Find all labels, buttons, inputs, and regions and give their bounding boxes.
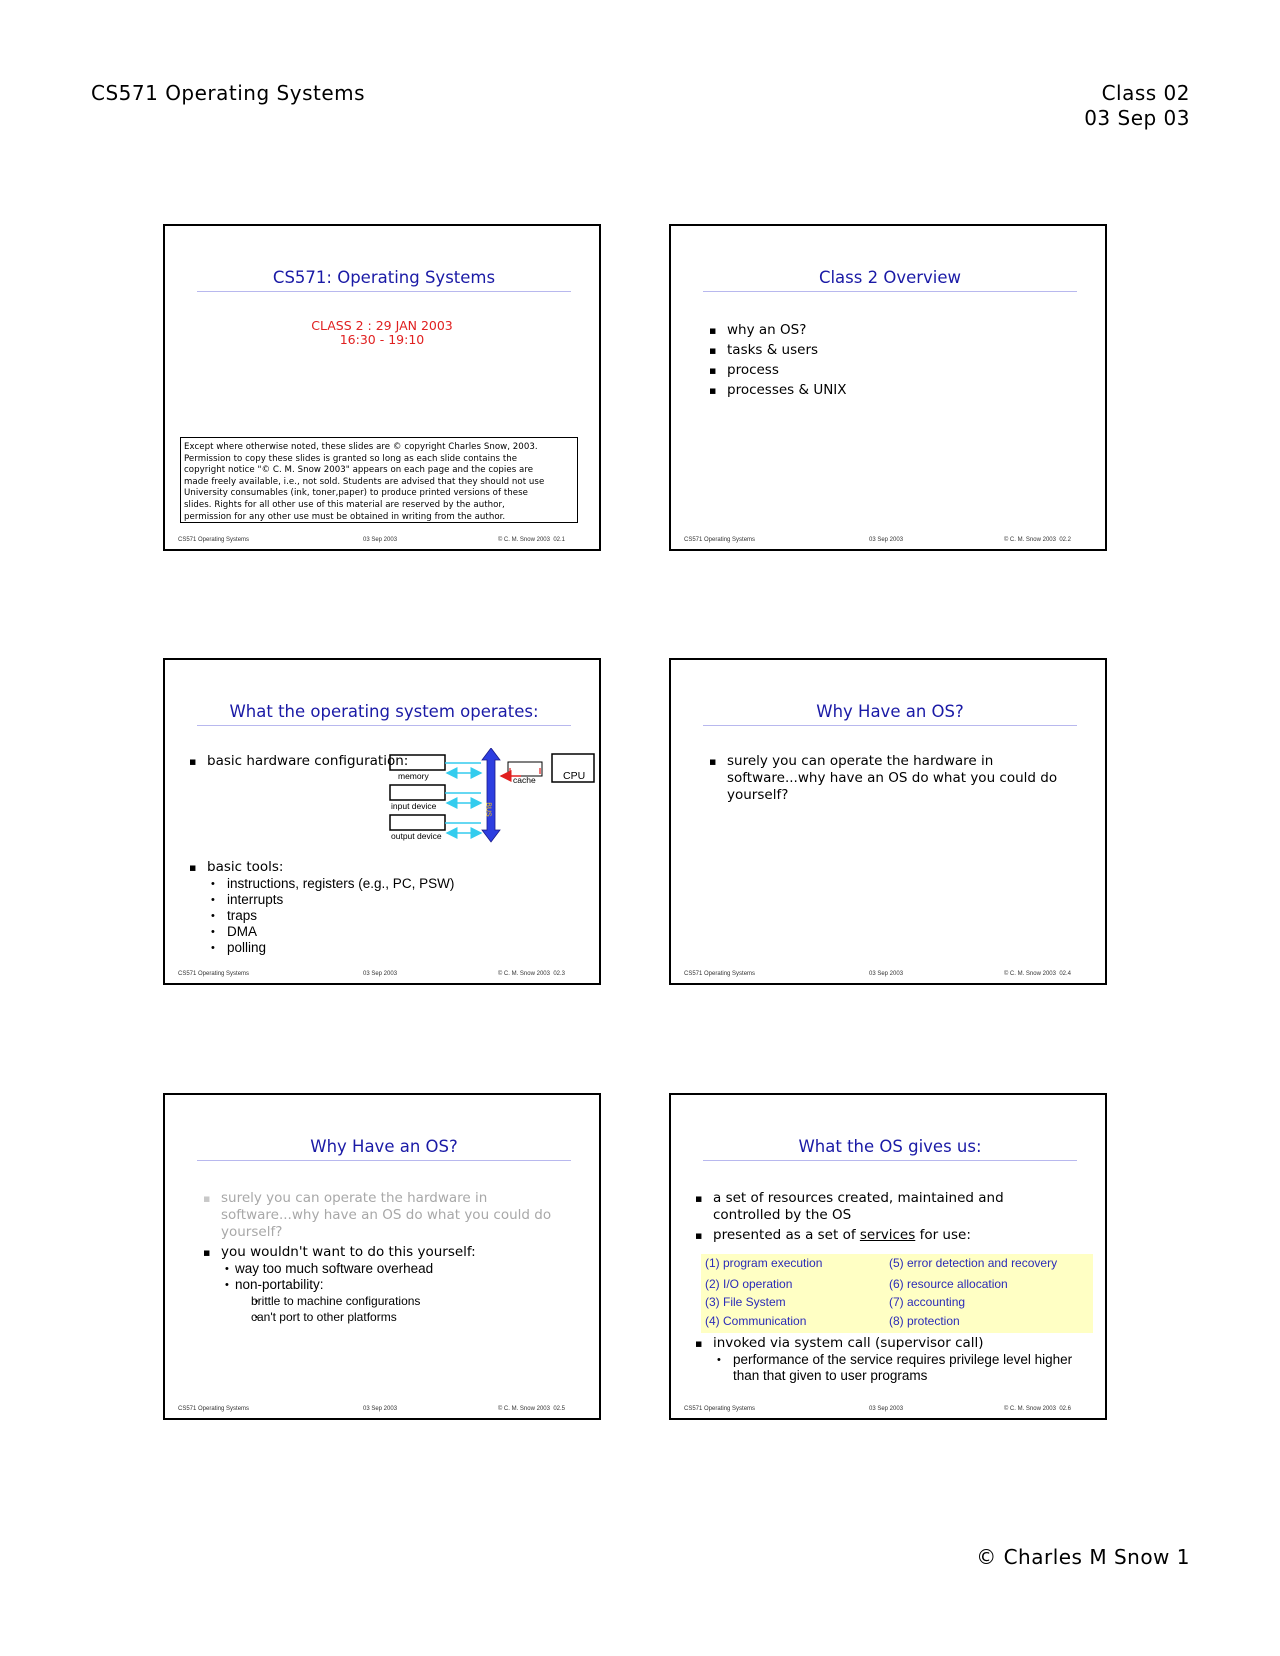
slide-footer-date: 03 Sep 2003	[363, 537, 398, 543]
sub-heading: non-portability:	[235, 1277, 324, 1292]
slide-3	[163, 658, 601, 985]
tools-sublist	[207, 876, 454, 956]
slide-title: Class 2 Overview	[703, 268, 1077, 292]
slide-footer-copyright	[1004, 1406, 1071, 1412]
bullet-text: presented as a set of	[713, 1227, 860, 1243]
list-item: ▪ surely you can operate the hardware in software...why have an OS do what you could do yourself?	[709, 753, 1069, 804]
notice-line: slides. Rights for all other use of this material are reserved by the author,	[184, 499, 505, 510]
list-item	[203, 1244, 563, 1325]
reasons-sublist	[221, 1261, 563, 1325]
slide-footer-course: CS571 Operating Systems	[684, 971, 756, 977]
list-item: ▪ process	[709, 362, 847, 379]
slide-footer-course: CS571 Operating Systems	[684, 1406, 756, 1412]
overview-list	[709, 322, 847, 402]
slide-number: 02.6	[1059, 1406, 1071, 1412]
bus-label: BUS	[484, 802, 492, 817]
cpu-label: CPU	[563, 770, 586, 782]
slide-footer-copyright	[1004, 537, 1071, 543]
system-call-list	[695, 1335, 1085, 1387]
service-item: (6) resource allocation	[889, 1277, 1008, 1291]
slide-footer-date: 03 Sep 2003	[869, 1406, 904, 1412]
why-os-list	[709, 753, 1069, 807]
slide-footer-copyright	[498, 1406, 565, 1412]
bullet-text: for use:	[915, 1227, 971, 1243]
slide-title: CS571: Operating Systems	[197, 268, 571, 292]
slide-title: Why Have an OS?	[197, 1137, 571, 1161]
slide-footer-course: CS571 Operating Systems	[178, 537, 250, 543]
service-item: (3) File System	[705, 1295, 786, 1309]
page-header-class: Class 02	[1101, 81, 1190, 105]
list-item: • way too much software overhead	[221, 1261, 563, 1277]
notice-line: made freely available, i.e., not sold. Students are advised that they should not use	[184, 476, 545, 487]
os-gives-list	[695, 1190, 1075, 1247]
list-item	[695, 1227, 1075, 1244]
notice-line: University consumables (ink, toner,paper) to produce printed versions of these	[184, 488, 528, 499]
list-item: ▪ tasks & users	[709, 342, 847, 359]
service-item: (1) program execution	[705, 1256, 823, 1270]
list-item: ▪ why an OS?	[709, 322, 847, 339]
notice-line: permission for any other use must be obtained in writing from the author.	[184, 511, 506, 522]
system-call-sublist	[713, 1352, 1085, 1384]
slide-footer-date: 03 Sep 2003	[363, 971, 398, 977]
slide-footer-date: 03 Sep 2003	[869, 537, 904, 543]
slide-copyright: © C. M. Snow 2003	[497, 971, 550, 977]
list-item: • polling	[207, 940, 454, 956]
notice-line: Except where otherwise noted, these slides are © copyright Charles Snow, 2003.	[184, 442, 538, 452]
slide-5	[163, 1093, 601, 1420]
list-item: ▪ brittle to machine configurations	[235, 1293, 563, 1309]
page-header-date: 03 Sep 03	[1084, 106, 1190, 130]
list-item: ▪ processes & UNIX	[709, 382, 847, 399]
portability-sublist	[235, 1293, 563, 1325]
input-device-label: input device	[391, 801, 437, 811]
service-item: (2) I/O operation	[705, 1277, 793, 1291]
cache-label: cache	[513, 775, 536, 785]
list-item: • instructions, registers (e.g., PC, PSW)	[207, 876, 454, 892]
page-header-class-info	[1084, 81, 1190, 131]
slide-1	[163, 224, 601, 551]
class-time-line: 16:30 - 19:10	[339, 332, 425, 347]
list-item	[695, 1335, 1085, 1384]
service-item: (7) accounting	[889, 1295, 966, 1309]
notice-line: copyright notice "© C. M. Snow 2003" appears on each page and the copies are	[184, 465, 534, 476]
list-item	[189, 859, 454, 956]
slide-footer-copyright	[498, 971, 565, 977]
notice-line: Permission to copy these slides is granted so long as each slide contains the	[184, 453, 518, 464]
slide-number: 02.4	[1059, 971, 1071, 977]
slide-6	[669, 1093, 1107, 1420]
slide-footer-course: CS571 Operating Systems	[178, 1406, 250, 1412]
service-item: (5) error detection and recovery	[889, 1256, 1058, 1270]
slide-copyright: © C. M. Snow 2003	[1003, 1406, 1056, 1412]
slide-footer-copyright	[1004, 971, 1071, 977]
list-item: • interrupts	[207, 892, 454, 908]
bus-arrow	[482, 748, 500, 842]
why-os-list	[203, 1190, 563, 1328]
hardware-diagram	[165, 748, 603, 858]
tools-list	[189, 859, 454, 959]
slide-2	[669, 224, 1107, 551]
slide-footer-date: 03 Sep 2003	[869, 971, 904, 977]
output-device-label: output device	[391, 831, 442, 841]
page-footer-copyright: © Charles M Snow 1	[976, 1545, 1190, 1569]
slide-footer-course: CS571 Operating Systems	[684, 537, 756, 543]
slide-copyright: © C. M. Snow 2003	[497, 1406, 550, 1412]
list-item-dimmed: ▪ surely you can operate the hardware in software...why have an OS do what you could do yourself?	[203, 1190, 563, 1241]
cache-box	[508, 762, 542, 776]
slide-number: 02.3	[553, 971, 565, 977]
list-item: • performance of the service requires privilege level higher than that given to user programs	[713, 1352, 1085, 1384]
memory-box	[390, 755, 445, 770]
list-item: ▪ basic hardware configuration:	[189, 753, 408, 770]
slide-copyright: © C. M. Snow 2003	[497, 537, 550, 543]
bullet-heading: you wouldn't want to do this yourself:	[221, 1244, 476, 1260]
slide-number: 02.1	[553, 537, 565, 543]
list-item: ▪ can't port to other platforms	[235, 1309, 563, 1325]
memory-label: memory	[398, 771, 429, 781]
services-table	[701, 1254, 1093, 1333]
service-item: (4) Communication	[705, 1314, 807, 1328]
service-item: (8) protection	[889, 1314, 960, 1328]
list-item: • DMA	[207, 924, 454, 940]
tools-heading: basic tools:	[207, 859, 284, 875]
list-item: ▪ a set of resources created, maintained and controlled by the OS	[695, 1190, 1075, 1224]
slide-footer-date: 03 Sep 2003	[363, 1406, 398, 1412]
copyright-notice-box	[180, 437, 578, 523]
slide-footer-course: CS571 Operating Systems	[178, 971, 250, 977]
list-item: • traps	[207, 908, 454, 924]
slide-title: What the OS gives us:	[703, 1137, 1077, 1161]
bullet-heading: invoked via system call (supervisor call)	[713, 1335, 984, 1351]
slide-copyright: © C. M. Snow 2003	[1003, 971, 1056, 977]
slide-number: 02.2	[1059, 537, 1071, 543]
slide-title: What the operating system operates:	[197, 702, 571, 726]
slide-copyright: © C. M. Snow 2003	[1003, 537, 1056, 543]
list-item	[221, 1277, 563, 1325]
services-underlined: services	[859, 1227, 916, 1243]
slide-footer-copyright	[498, 537, 565, 543]
output-device-box	[390, 815, 445, 830]
slide-subtitle	[165, 319, 599, 347]
slide-title: Why Have an OS?	[703, 702, 1077, 726]
slide-4	[669, 658, 1107, 985]
slide-number: 02.5	[553, 1406, 565, 1412]
page-header-course: CS571 Operating Systems	[91, 81, 366, 105]
class-date-line: CLASS 2 : 29 JAN 2003	[311, 318, 453, 333]
input-device-box	[390, 785, 445, 800]
